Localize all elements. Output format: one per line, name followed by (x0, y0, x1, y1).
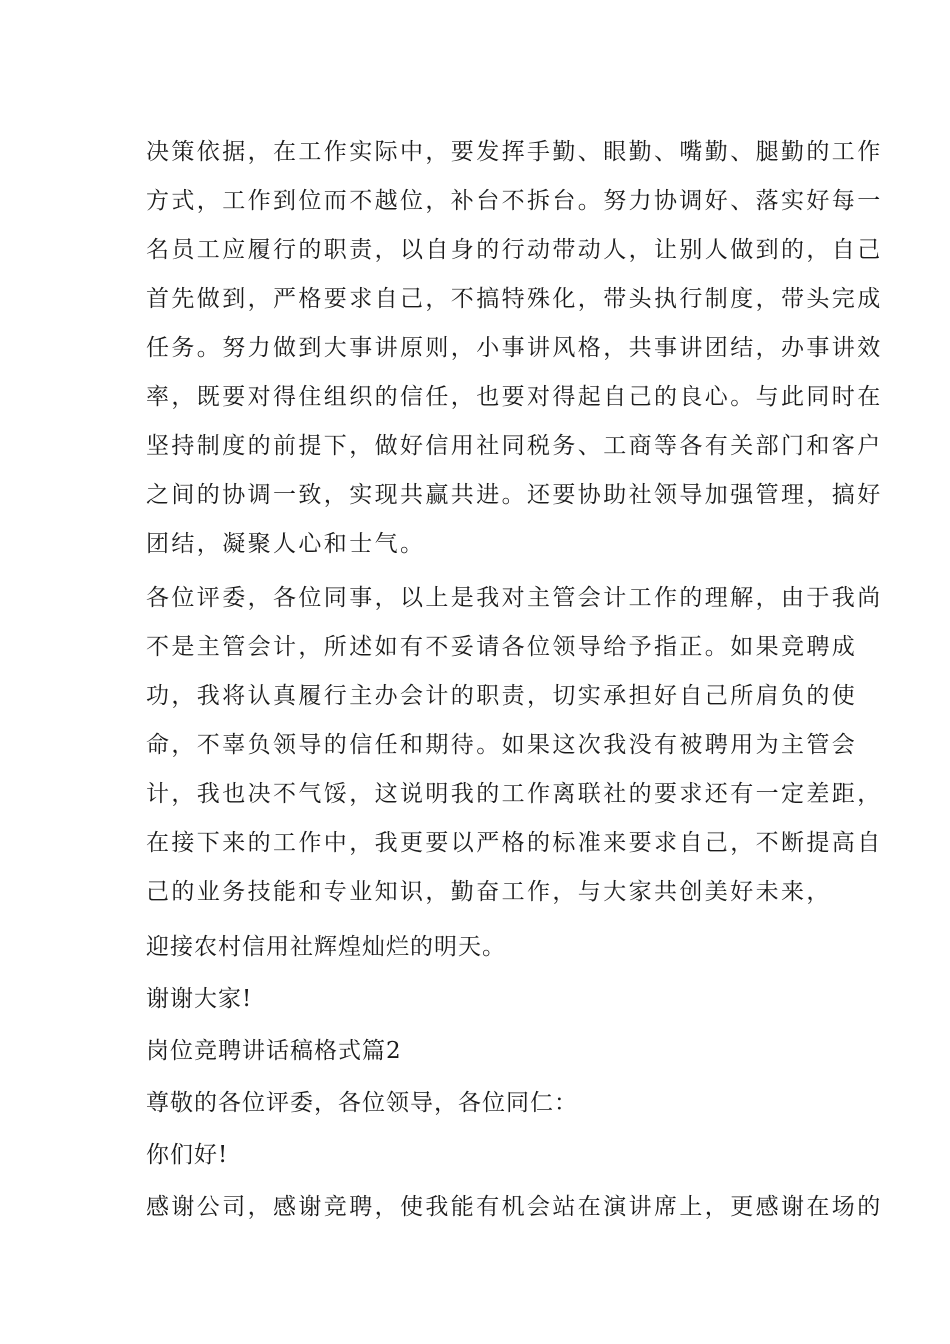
paragraph-line: 方式，工作到位而不越位，补台不拆台。努力协调好、落实好每一 (146, 188, 883, 214)
paragraph-line: 团结，凝聚人心和士气。 (146, 531, 426, 557)
paragraph-line: 命，不辜负领导的信任和期待。如果这次我没有被聘用为主管会 (146, 732, 858, 758)
paragraph-line: 功，我将认真履行主办会计的职责，切实承担好自己所肩负的使 (146, 683, 858, 709)
closing-thanks: 谢谢大家! (146, 986, 253, 1012)
greeting-line: 你们好! (146, 1142, 229, 1168)
paragraph-line: 决策依据，在工作实际中，要发挥手勤、眼勤、嘴勤、腿勤的工作 (146, 139, 883, 165)
paragraph-line: 首先做到，严格要求自己，不搞特殊化，带头执行制度，带头完成 (146, 286, 883, 312)
section-heading: 岗位竞聘讲话稿格式篇2 (146, 1038, 402, 1064)
salutation-line: 尊敬的各位评委，各位领导，各位同仁： (146, 1090, 578, 1116)
paragraph-line: 己的业务技能和专业知识，勤奋工作，与大家共创美好未来， (146, 879, 832, 905)
paragraph-line: 坚持制度的前提下，做好信用社同税务、工商等各有关部门和客户 (146, 433, 883, 459)
paragraph-line: 名员工应履行的职责，以自身的行动带动人，让别人做到的，自己 (146, 237, 883, 263)
paragraph-line: 在接下来的工作中，我更要以严格的标准来要求自己，不断提高自 (146, 830, 883, 856)
paragraph-line: 各位评委，各位同事，以上是我对主管会计工作的理解，由于我尚 (146, 585, 883, 611)
paragraph-line: 感谢公司，感谢竞聘，使我能有机会站在演讲席上，更感谢在场的 (146, 1194, 883, 1220)
paragraph-line: 率，既要对得住组织的信任，也要对得起自己的良心。与此同时在 (146, 384, 883, 410)
paragraph-line: 计，我也决不气馁，这说明我的工作离联社的要求还有一定差距， (146, 781, 883, 807)
paragraph-line: 迎接农村信用社辉煌灿烂的明天。 (146, 934, 506, 960)
paragraph-line: 任务。努力做到大事讲原则，小事讲风格，共事讲团结，办事讲效 (146, 335, 883, 361)
paragraph-line: 不是主管会计，所述如有不妥请各位领导给予指正。如果竞聘成 (146, 634, 858, 660)
paragraph-line: 之间的协调一致，实现共赢共进。还要协助社领导加强管理，搞好 (146, 482, 883, 508)
